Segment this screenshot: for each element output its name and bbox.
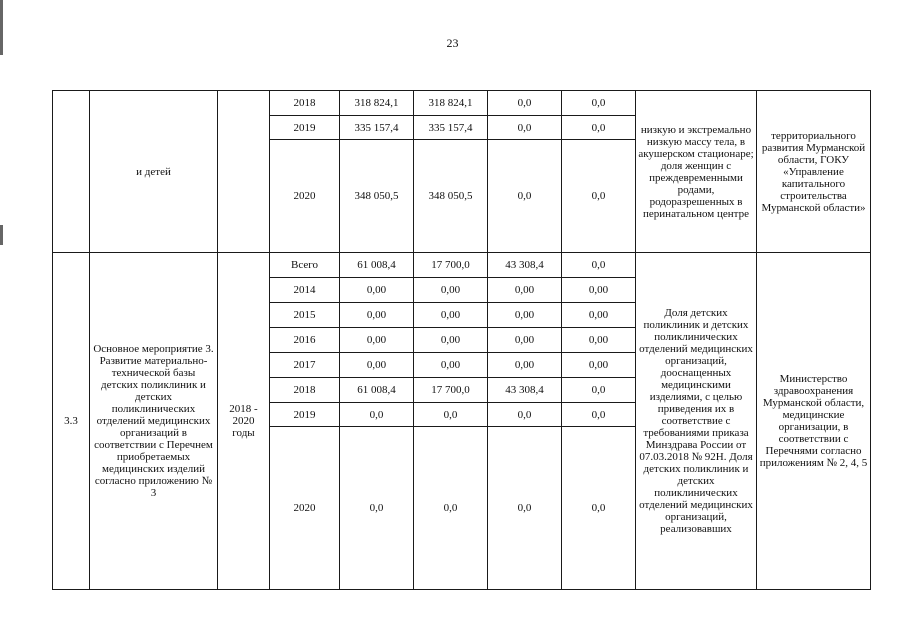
funding-cell: 0,00 — [488, 353, 562, 378]
table-row — [53, 253, 871, 278]
total-cell: 0,0 — [340, 427, 414, 590]
total-cell: 0,00 — [340, 303, 414, 328]
total-cell: 318 824,1 — [340, 91, 414, 116]
year-cell: 2019 — [270, 116, 340, 140]
executor-cell: Министерство здравоохранения Мурманской области, медицинские организации, в соответствии с Перечнями согласно приложениям № 2, 4, 5 — [757, 253, 871, 590]
year-cell: 2018 — [270, 91, 340, 116]
funding-cell: 318 824,1 — [414, 91, 488, 116]
year-cell: 2017 — [270, 353, 340, 378]
funding-cell: 0,0 — [488, 116, 562, 140]
total-cell: 61 008,4 — [340, 378, 414, 403]
funding-cell: 0,00 — [414, 328, 488, 353]
executor-cell: территориального развития Мурманской области, ГОКУ «Управление капитального строительства Мурманской области» — [757, 91, 871, 253]
indicator-cell: низкую и экстремально низкую массу тела, в акушерском стационаре; доля женщин с преждевременными родами, родоразрешенных в перинатальном центре — [636, 91, 757, 253]
total-cell: 335 157,4 — [340, 116, 414, 140]
year-cell: 2020 — [270, 427, 340, 590]
year-cell: 2019 — [270, 403, 340, 427]
year-cell: 2018 — [270, 378, 340, 403]
page-number: 23 — [446, 36, 459, 50]
year-cell: 2015 — [270, 303, 340, 328]
funding-cell: 0,00 — [414, 303, 488, 328]
funding-cell: 0,0 — [488, 140, 562, 253]
funding-cell: 0,0 — [488, 427, 562, 590]
program-cell: Основное мероприятие 3. Развитие материально-технической базы детских поликлиник и детских поликлинических отделений медицинских организаций в соответствии с Перечнем приобретаемых медицинских изделий согласно приложению № 3 — [90, 253, 218, 590]
total-cell: 0,0 — [340, 403, 414, 427]
funding-cell: 0,00 — [562, 278, 636, 303]
year-cell: 2016 — [270, 328, 340, 353]
funding-cell: 0,0 — [488, 403, 562, 427]
funding-cell: 43 308,4 — [488, 253, 562, 278]
funding-cell: 348 050,5 — [414, 140, 488, 253]
funding-cell: 0,00 — [562, 353, 636, 378]
funding-cell: 17 700,0 — [414, 253, 488, 278]
funding-cell: 0,0 — [562, 427, 636, 590]
funding-cell: 0,0 — [562, 140, 636, 253]
funding-cell: 0,0 — [488, 91, 562, 116]
funding-cell: 0,00 — [488, 303, 562, 328]
funding-cell: 0,00 — [562, 303, 636, 328]
funding-cell: 0,00 — [414, 353, 488, 378]
funding-cell: 43 308,4 — [488, 378, 562, 403]
funding-cell: 0,0 — [562, 116, 636, 140]
funding-cell: 0,00 — [414, 278, 488, 303]
funding-cell: 0,0 — [562, 403, 636, 427]
total-cell: 0,00 — [340, 353, 414, 378]
total-cell: 348 050,5 — [340, 140, 414, 253]
total-cell: 61 008,4 — [340, 253, 414, 278]
year-cell: 2014 — [270, 278, 340, 303]
program-cell: и детей — [90, 91, 218, 253]
funding-cell: 0,00 — [488, 328, 562, 353]
funding-cell: 0,0 — [414, 403, 488, 427]
total-cell: 0,00 — [340, 328, 414, 353]
funding-cell: 0,0 — [414, 427, 488, 590]
funding-cell: 0,00 — [562, 328, 636, 353]
total-cell: 0,00 — [340, 278, 414, 303]
funding-cell: 0,00 — [488, 278, 562, 303]
table-row — [53, 91, 871, 116]
budget-table — [52, 90, 871, 590]
funding-cell: 0,0 — [562, 253, 636, 278]
year-cell: Всего — [270, 253, 340, 278]
funding-cell: 17 700,0 — [414, 378, 488, 403]
num-cell: 3.3 — [53, 253, 90, 590]
num-cell — [53, 91, 90, 253]
scan-edge-mark — [0, 0, 3, 55]
scan-edge-mark — [0, 225, 3, 245]
indicator-cell: Доля детских поликлиник и детских поликлинических отделений медицинских организаций, дооснащенных медицинскими изделиями, с целью приведения их в соответствие с требованиями приказа Минздрава России от 07.03.2018 № 92Н. Доля детских поликлиник и детских поликлинических отделений медицинских организаций, реализовавших — [636, 253, 757, 590]
funding-cell: 0,0 — [562, 378, 636, 403]
period-cell: 2018 - 2020 годы — [218, 253, 270, 590]
year-cell: 2020 — [270, 140, 340, 253]
funding-cell: 335 157,4 — [414, 116, 488, 140]
funding-cell: 0,0 — [562, 91, 636, 116]
period-cell — [218, 91, 270, 253]
